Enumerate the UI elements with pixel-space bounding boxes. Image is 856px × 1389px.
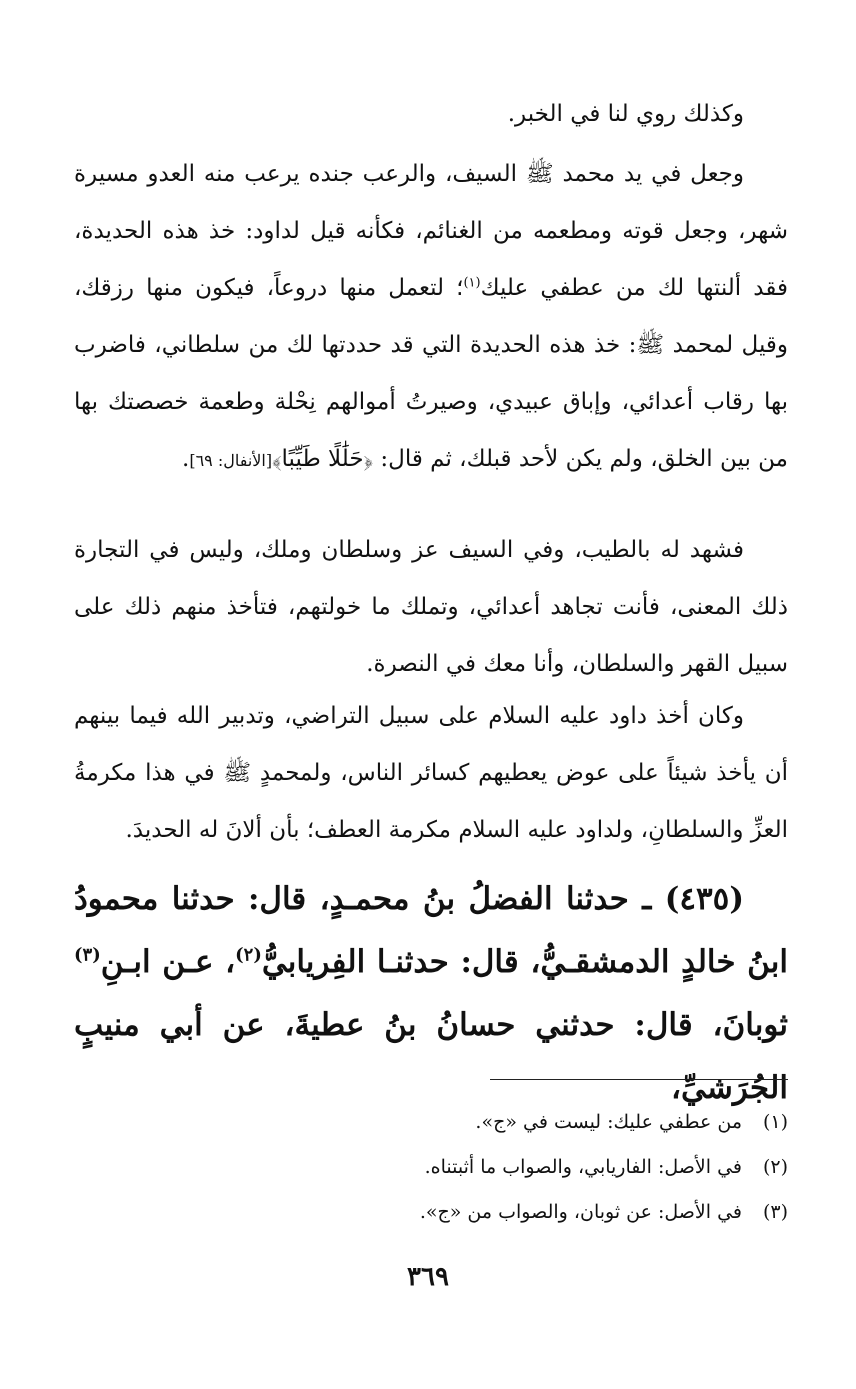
footnote-text: في الأصل: الفاريابي، والصواب ما أثبتناه. <box>424 1156 742 1178</box>
hadith-part-c: ثوبانَ، قال: حدثني حسانُ بنُ عطيةَ، عن أبي منيبٍ الجُرَشيِّ، <box>74 1007 788 1106</box>
paragraph-4 <box>74 688 788 859</box>
paragraph-2-text <box>74 146 788 489</box>
footnote-number: (٢) <box>762 1156 788 1178</box>
footnote-ref-3: (٣) <box>74 944 101 966</box>
quran-quote: ﴿حَلَٰلًا طَيِّبًا﴾ <box>272 446 374 472</box>
hadith-part-a: (٤٣٥) ـ حدثنا الفضلُ بنُ محمـدٍ، قال: حدثنا محمودُ ابنُ خالدٍ الدمشقـيُّ، قال: حدثنـا الفِريابيُّ <box>74 881 788 980</box>
footnote-number: (٣) <box>762 1201 788 1223</box>
paragraph-3-text: فشهد له بالطيب، وفي السيف عز وسلطان وملك، وليس في التجارة ذلك المعنى، فأنت تجاهد أعدائي، وتملك ما خولتهم، فتأخذ منهم ذلك على سبيل القهر والسلطان، وأنا معك في النصرة. <box>74 537 788 677</box>
footnote-number: (١) <box>762 1111 788 1133</box>
paragraph-2-part-a: وجعل في يد محمد ﷺ السيف، والرعب جنده يرعب منه العدو مسيرة شهر، وجعل قوته ومطعمه من الغنائم، فكأنه قيل لداود: خذ هذه الحديدة، فقد ألنتها لك من عطفي عليك <box>74 161 788 301</box>
footnote-1 <box>74 1100 788 1145</box>
footnote-text: في الأصل: عن ثوبان، والصواب من «ج». <box>419 1201 742 1223</box>
footnote-ref-2: (٢) <box>235 944 262 966</box>
paragraph-1-text: وكذلك روي لنا في الخبر. <box>507 101 744 127</box>
footnotes <box>74 1100 788 1235</box>
paragraph-3 <box>74 522 788 693</box>
paragraph-2-part-b: ؛ لتعمل منها دروعاً، فيكون منها رزقك، وقيل لمحمد ﷺ: خذ هذه الحديدة التي قد حددتها لك من سلطاني، فاضرب بها رقاب أعدائي، وإباق عبيدي، وصيرتُ أموالهم نِحْلة وطعمة خصصتك بها من بين الخلق، ولم يكن لأحد قبلك، ثم قال: <box>74 275 788 472</box>
page-number: ٣٦٩ <box>407 1262 449 1292</box>
footnote-3 <box>74 1190 788 1235</box>
footnote-2 <box>74 1145 788 1190</box>
paragraph-4-text: وكان أخذ داود عليه السلام على سبيل التراضي، وتدبير الله فيما بينهم أن يأخذ شيئاً على عوض يعطيهم كسائر الناس، ولمحمدٍ ﷺ في هذا مكرمةُ العزِّ والسلطانِ، ولداود عليه السلام مكرمة العطف؛ بأن ألانَ له الحديدَ. <box>74 703 788 843</box>
paragraph-2-end: . <box>182 446 190 472</box>
hadith-435 <box>74 868 788 1120</box>
hadith-part-b: ، عـن ابـنِ <box>100 944 236 980</box>
footnote-ref-1: (١) <box>463 275 481 291</box>
footnote-separator <box>490 1079 788 1080</box>
footnote-text: من عطفي عليك: ليست في «ج». <box>475 1111 742 1133</box>
quran-citation: [الأنفال: ٦٩] <box>189 451 273 470</box>
paragraph-2 <box>74 146 788 489</box>
paragraph-1 <box>74 86 788 143</box>
